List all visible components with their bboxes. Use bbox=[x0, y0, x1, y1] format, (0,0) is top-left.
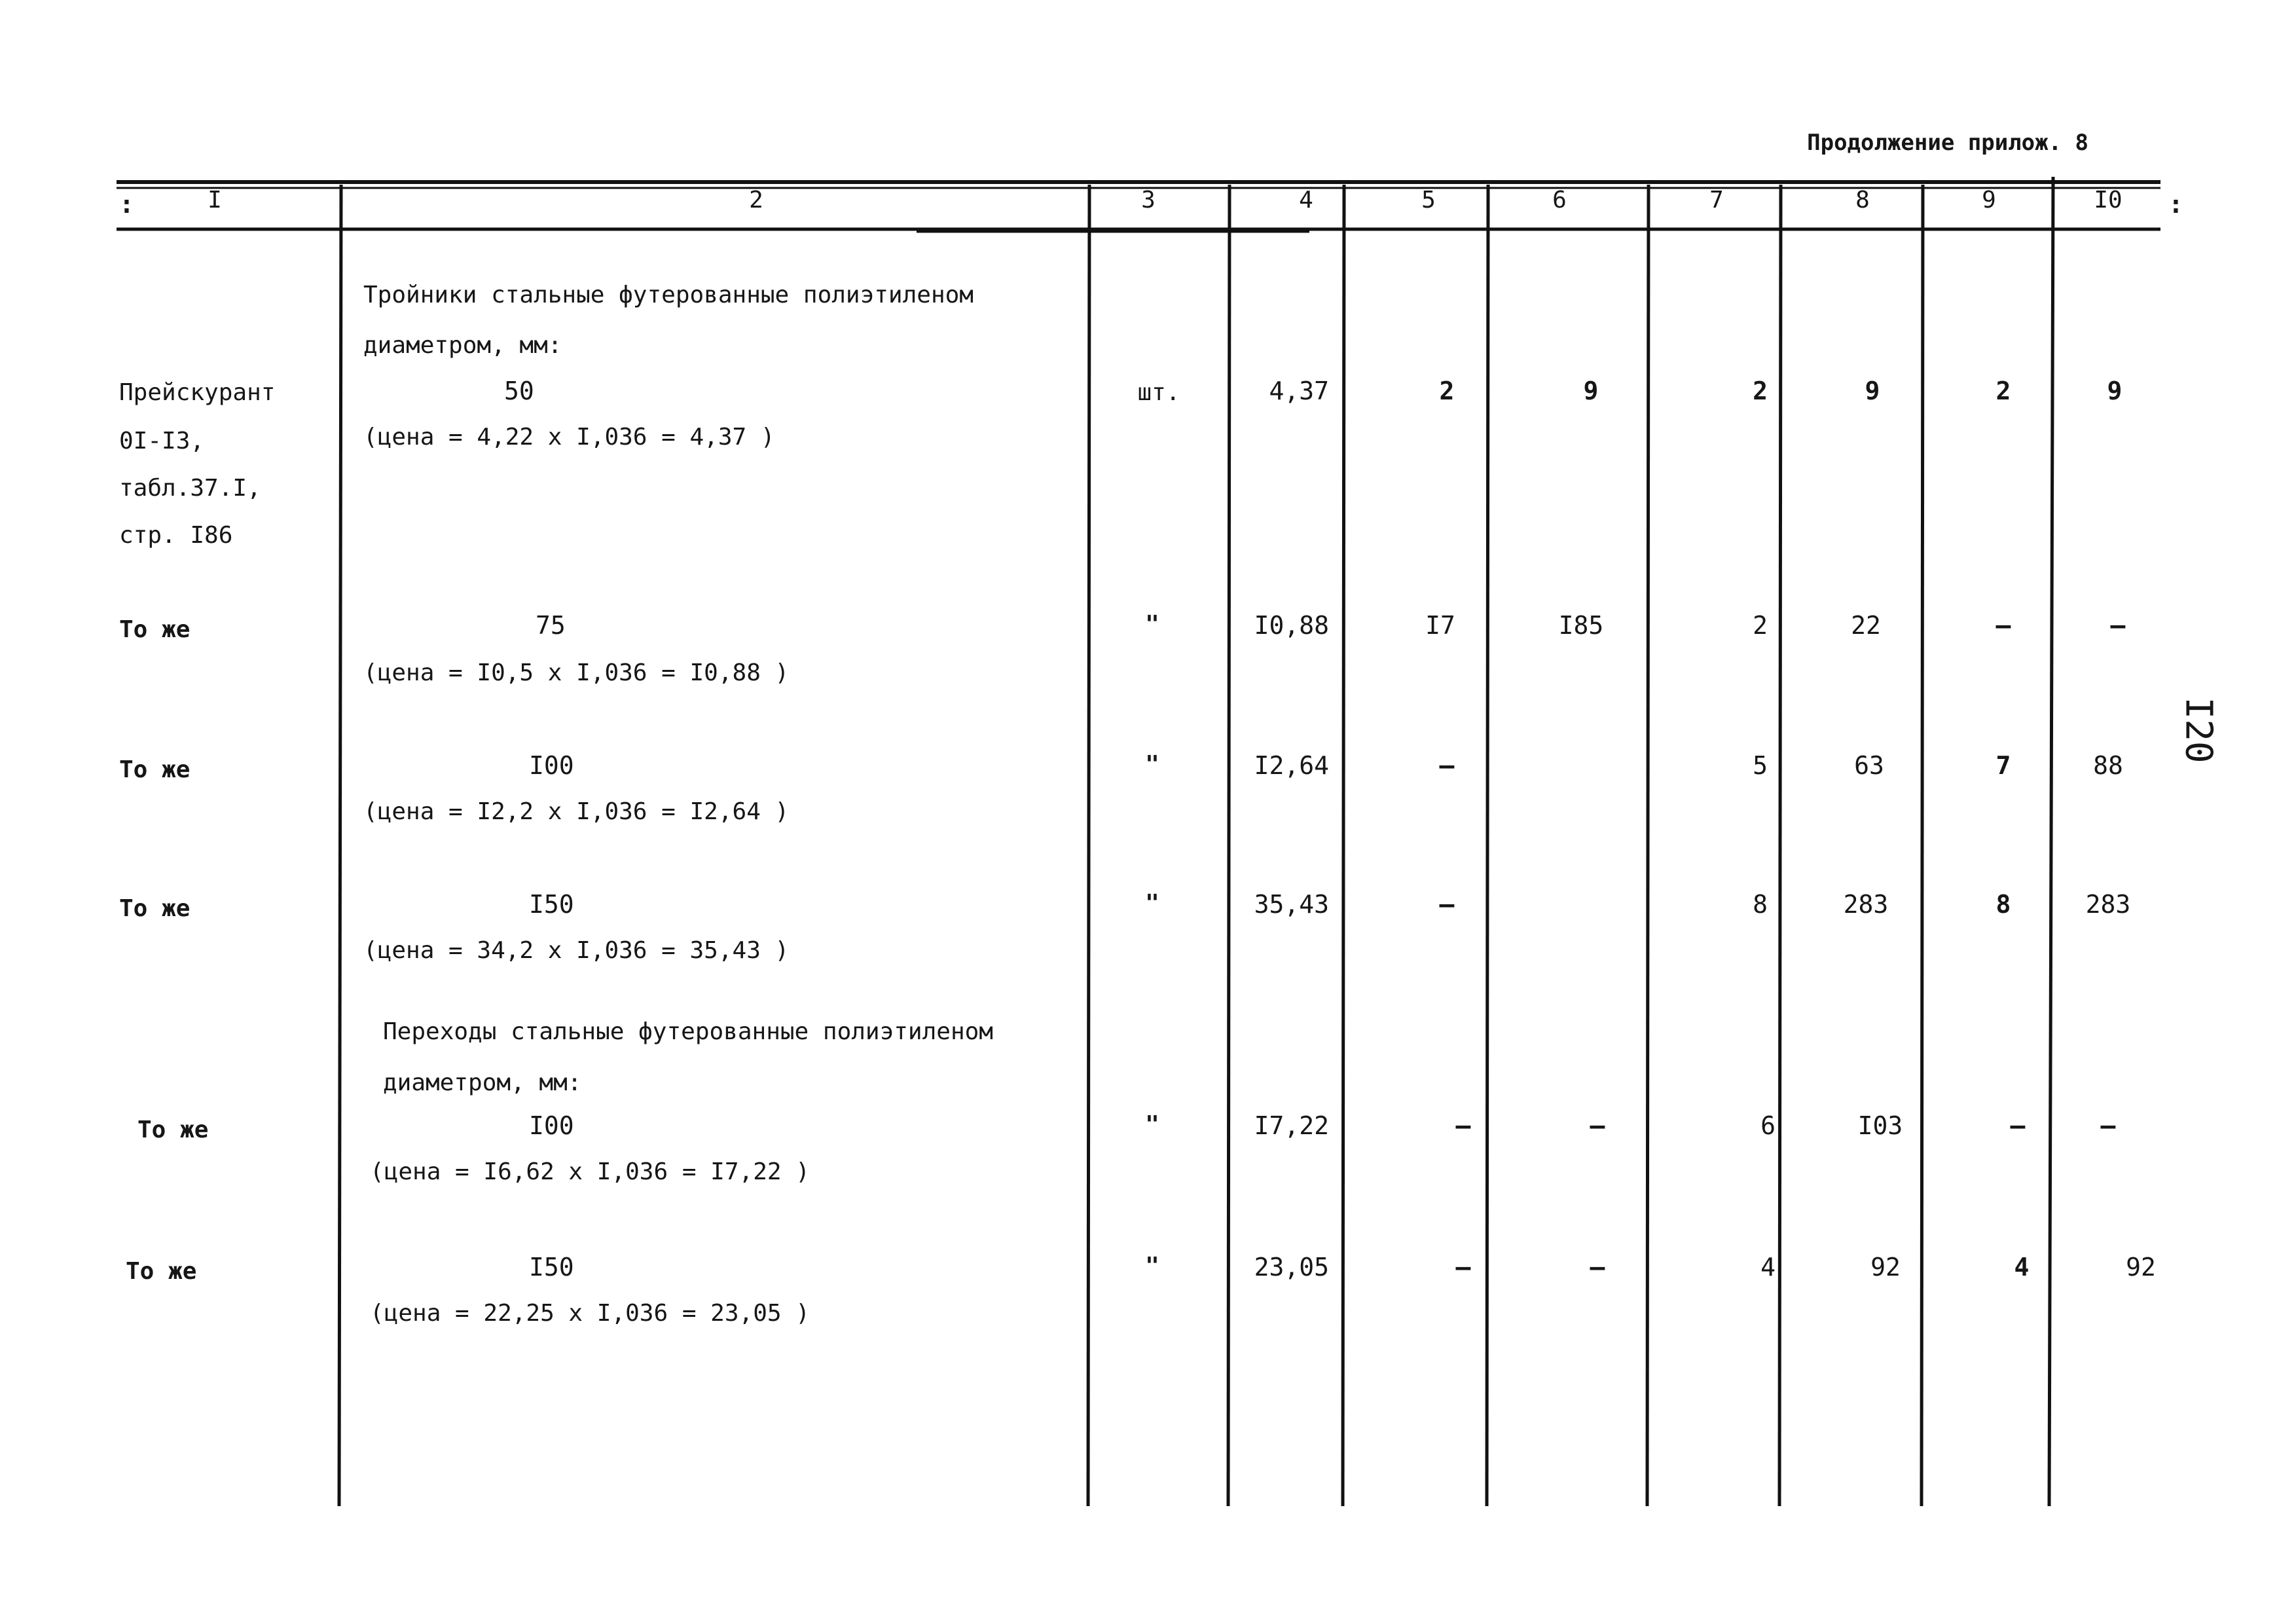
value-cell-10: 92 bbox=[2126, 1253, 2156, 1282]
value-cell-5: – bbox=[1439, 890, 1455, 919]
value-cell-5: I7 bbox=[1425, 611, 1455, 640]
col-divider bbox=[1779, 185, 1781, 1506]
value-cell-8: 9 bbox=[1865, 377, 1880, 405]
value-cell-6: I85 bbox=[1558, 611, 1604, 640]
formula-cell: (цена = 4,22 x I,036 = 4,37 ) bbox=[363, 424, 775, 451]
value-cell-8: 92 bbox=[1870, 1253, 1901, 1282]
value-cell-9: – bbox=[1995, 611, 2011, 640]
header-col-4: 4 bbox=[1299, 187, 1313, 213]
value-cell-10: – bbox=[2100, 1111, 2116, 1140]
size-cell: I00 bbox=[529, 1111, 574, 1140]
source-cell: 0I-I3, bbox=[119, 428, 205, 454]
value-cell-10: 88 bbox=[2093, 751, 2123, 780]
header-col-2: 2 bbox=[749, 187, 763, 213]
value-cell-7: 5 bbox=[1753, 751, 1768, 780]
col-divider bbox=[1647, 185, 1649, 1506]
source-cell: То же bbox=[137, 1116, 209, 1143]
value-cell-7: 4 bbox=[1760, 1253, 1776, 1282]
value-cell-5: – bbox=[1455, 1253, 1471, 1282]
page-number: I20 bbox=[2177, 697, 2220, 764]
formula-cell: (цена = I2,2 x I,036 = I2,64 ) bbox=[363, 798, 790, 825]
source-cell: То же bbox=[126, 1258, 197, 1285]
header-colon-left: : bbox=[119, 190, 134, 219]
header-col-9: 9 bbox=[1982, 187, 1996, 213]
price-cell: I2,64 bbox=[1254, 751, 1329, 780]
value-cell-10: 283 bbox=[2085, 890, 2131, 919]
value-cell-9: 2 bbox=[1995, 377, 2011, 405]
price-cell: I7,22 bbox=[1254, 1111, 1329, 1140]
value-cell-9: 7 bbox=[1995, 751, 2011, 780]
value-cell-8: 22 bbox=[1851, 611, 1881, 640]
section-heading: Тройники стальные футерованные полиэтиленом bbox=[363, 282, 974, 308]
source-cell: табл.37.I, bbox=[119, 475, 261, 502]
formula-cell: (цена = I0,5 x I,036 = I0,88 ) bbox=[363, 659, 790, 686]
value-cell-8: I03 bbox=[1857, 1111, 1903, 1140]
source-cell: Прейскурант bbox=[119, 379, 276, 406]
col-divider bbox=[1343, 185, 1344, 1506]
unit-cell: " bbox=[1145, 611, 1159, 638]
value-cell-6: 9 bbox=[1583, 377, 1599, 405]
col-divider bbox=[1088, 185, 1089, 1506]
source-cell: То же bbox=[119, 616, 191, 643]
value-cell-6: – bbox=[1590, 1111, 1605, 1140]
value-cell-8: 283 bbox=[1843, 890, 1889, 919]
value-cell-7: 6 bbox=[1760, 1111, 1776, 1140]
source-cell: То же bbox=[119, 895, 191, 922]
source-cell: стр. I86 bbox=[119, 522, 233, 549]
value-cell-9: – bbox=[2010, 1111, 2026, 1140]
formula-cell: (цена = 22,25 x I,036 = 23,05 ) bbox=[370, 1300, 810, 1327]
price-cell: 4,37 bbox=[1269, 377, 1329, 405]
unit-cell: " bbox=[1145, 751, 1159, 778]
value-cell-9: 8 bbox=[1995, 890, 2011, 919]
section-heading: диаметром, мм: bbox=[363, 332, 562, 359]
header-col-3: 3 bbox=[1141, 187, 1156, 213]
price-cell: 35,43 bbox=[1254, 890, 1329, 919]
header-col-10: I0 bbox=[2094, 187, 2123, 213]
value-cell-7: 8 bbox=[1753, 890, 1768, 919]
value-cell-5: – bbox=[1455, 1111, 1471, 1140]
value-cell-10: – bbox=[2110, 611, 2126, 640]
formula-cell: (цена = 34,2 x I,036 = 35,43 ) bbox=[363, 937, 790, 964]
size-cell: I00 bbox=[529, 751, 574, 780]
unit-cell: " bbox=[1145, 890, 1159, 917]
header-col-6: 6 bbox=[1552, 187, 1567, 213]
value-cell-10: 9 bbox=[2107, 377, 2123, 405]
unit-cell: шт. bbox=[1137, 379, 1180, 406]
value-cell-6: – bbox=[1590, 1253, 1605, 1282]
col-divider bbox=[1922, 185, 1923, 1506]
source-cell: То же bbox=[119, 756, 191, 783]
size-cell: 50 bbox=[504, 377, 534, 405]
value-cell-7: 2 bbox=[1753, 611, 1768, 640]
col-divider bbox=[339, 185, 341, 1506]
value-cell-7: 2 bbox=[1753, 377, 1768, 405]
value-cell-5: – bbox=[1439, 751, 1455, 780]
value-cell-5: 2 bbox=[1439, 377, 1455, 405]
size-cell: I50 bbox=[529, 890, 574, 919]
col-divider bbox=[1487, 185, 1488, 1506]
section-heading: диаметром, мм: bbox=[383, 1069, 582, 1096]
header-colon-right: : bbox=[2168, 190, 2183, 219]
page-title: Продолжение прилож. 8 bbox=[1807, 130, 2088, 156]
value-cell-8: 63 bbox=[1854, 751, 1884, 780]
unit-cell: " bbox=[1145, 1253, 1159, 1280]
header-col-1: I bbox=[208, 187, 222, 213]
header-col-7: 7 bbox=[1709, 187, 1724, 213]
header-col-5: 5 bbox=[1421, 187, 1436, 213]
section-heading: Переходы стальные футерованные полиэтиленом bbox=[383, 1018, 993, 1045]
value-cell-9: 4 bbox=[2014, 1253, 2030, 1282]
size-cell: 75 bbox=[536, 611, 566, 640]
col-divider bbox=[2049, 177, 2053, 1506]
header-col-8: 8 bbox=[1855, 187, 1870, 213]
size-cell: I50 bbox=[529, 1253, 574, 1282]
col-divider bbox=[1228, 185, 1230, 1506]
price-cell: 23,05 bbox=[1254, 1253, 1329, 1282]
unit-cell: " bbox=[1145, 1111, 1159, 1138]
formula-cell: (цена = I6,62 x I,036 = I7,22 ) bbox=[370, 1158, 810, 1185]
price-cell: I0,88 bbox=[1254, 611, 1329, 640]
